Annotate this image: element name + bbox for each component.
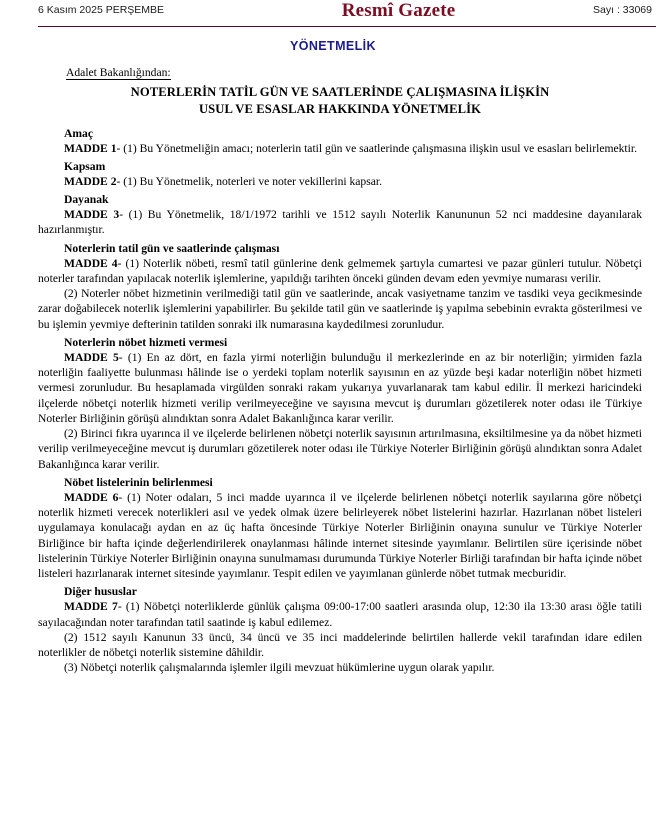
article-text: - (1) Nöbetçi noterliklerde günlük çalışma 09:00-17:00 saatleri arasında olup, 12:30 ila 13:30 arası öğle tatili sayılacağından noter tarafından tatil saatinde iş kabul edilemez. (38, 600, 642, 629)
issuing-authority (66, 65, 642, 80)
masthead-divider (38, 26, 656, 27)
issuing-authority-text: Adalet Bakanlığından: (66, 66, 171, 79)
article-paragraph (38, 141, 642, 156)
article-text: (2) Noterler nöbet hizmetinin verilmediği tatil gün ve saatlerinde, ancak vasiyetname tanzim ve tasdiki veya gecikmesinde zarar doğabilecek noterlik işlemlerini yapabilirler. Bu şekilde tatil gün ve saatlerinde iş yapılma sebebinin evrakta gösterilmesi ve bu işlemin yevmiye defterinin tatilden sonraki ilk numarasına kaydedilmesi zorunludur. (38, 287, 642, 331)
article-text: (3) Nöbetçi noterlik çalışmalarında işlemler ilgili mevzuat hükümlerine uygun olarak yapılır. (64, 661, 495, 675)
document-body (38, 65, 642, 676)
document-title-line-2: USUL VE ESASLAR HAKKINDA YÖNETMELİK (198, 101, 482, 116)
masthead-date: 6 Kasım 2025 PERŞEMBE (38, 4, 165, 16)
article-text: - (1) Bu Yönetmelik, noterleri ve noter vekillerini kapsar. (116, 174, 383, 188)
article-text: - (1) Bu Yönetmeliğin amacı; noterlerin tatil gün ve saatlerinde çalışmasına ilişkin usul ve esasları belirlemektir. (116, 141, 637, 155)
article-number: MADDE 7 (64, 600, 118, 614)
article-text: - (1) Noterlik nöbeti, resmî tatil günlerine denk gelmemek şartıyla cumartesi ve pazar günleri tutulur. Nöbetçi noterler tarafından yapılacak noterlik işlemlerine, yapıldığı tarihten önceki günden devam eden yevmiye numarası verilir. (38, 256, 642, 285)
section-heading: Noterlerin nöbet hizmeti vermesi (64, 335, 228, 349)
article-paragraph (38, 174, 642, 189)
section-heading: Nöbet listelerinin belirlenmesi (64, 475, 213, 489)
article-number: MADDE 4 (64, 256, 118, 270)
article-text: (2) Birinci fıkra uyarınca il ve ilçelerde belirlenen nöbetçi noterlik sayısının artırılmasına, eksiltilmesine ya da nöbet hizmeti verilip verilmeyeceğine mevcut iş durumları gözetilerek noter odası ile Türkiye Noterler Birliğinin görüşü alındıktan sonra Adalet Bakanlığınca karar verilir. (38, 427, 642, 471)
article-text: - (1) Bu Yönetmelik, 18/1/1972 tarihli ve 1512 sayılı Noterlik Kanununun 52 nci maddesine dayanılarak hazırlanmıştır. (38, 208, 642, 237)
section-heading: Noterlerin tatil gün ve saatlerinde çalışması (64, 241, 280, 255)
title-spacer (38, 118, 642, 123)
article-text: - (1) Noter odaları, 5 inci madde uyarınca il ve ilçelerde belirlenen nöbetçi noterlik sayılarına göre nöbetçi noterlik hizmeti verecek noterlikleri asıl ve yedek olmak üzere belirleyerek nöbet listelerini hazırlar. Hazırlanan nöbet listeleri uygulamaya konulacağı aydan en az üç hafta öncesinde Türkiye Noterler Birliğinin onayına sunulur ve Türkiye Noterler Birliğince bir hafta içinde değerlendirilerek onaylanması hâlinde internet sitesinde yayımlanır. Belirtilen süre içerisinde nöbet listelerinin Türkiye Noterler Birliğinin onayına sunulmaması durumunda Türkiye Noterler Birliği tarafından bir hafta içinde nöbet listeleri hazırlanarak internet sitesinde yayımlanır. Tespit edilen ve yayımlanan günlerde nöbet tutmak mecburidir. (38, 490, 642, 581)
section-heading: Diğer hususlar (64, 585, 137, 599)
section-heading: Amaç (64, 126, 93, 140)
article-text: - (1) En az dört, en fazla yirmi noterliğin bulunduğu il merkezlerinde en az bir noterliğin; yirmiden fazla noterliğin faaliyette bulunması hâlinde ise o yerdeki toplam noterlik sayısının en az yüzde beşi kadar noterliğin nöbet hizmeti vermesi zorunludur. Bu hesaplamada virgülden sonraki rakam yukarıya yuvarlanarak tam kabul edilir. İl merkezi haricindeki ilçelerde nöbetçi noterlik hizmeti verilip verilmeyeceğine ve sayısına mevcut iş durumları gözetilerek noter odası ile Türkiye Noterler Birliğinin görüşü alındıktan sonra Adalet Bakanlığınca karar verilir. (38, 350, 643, 425)
article-number: MADDE 5 (64, 350, 119, 364)
masthead-issue-number: Sayı : 33069 (593, 4, 652, 16)
article-paragraph (38, 660, 642, 675)
document-title-line-1: NOTERLERİN TATİL GÜN VE SAATLERİNDE ÇALIŞMASINA İLİŞKİN (130, 85, 550, 100)
article-paragraph (38, 256, 642, 286)
article-paragraph (38, 599, 642, 629)
masthead-title: Resmî Gazete (341, 0, 456, 21)
article-paragraph (38, 630, 642, 660)
article-number: MADDE 1 (64, 141, 117, 155)
document-title (38, 84, 642, 117)
masthead (38, 0, 654, 26)
article-number: MADDE 2 (64, 174, 117, 188)
article-paragraph (38, 490, 642, 581)
section-label: YÖNETMELİK (290, 39, 376, 53)
article-paragraph (38, 350, 642, 426)
sections-container (38, 126, 642, 676)
article-paragraph (38, 426, 642, 472)
article-paragraph (38, 207, 642, 237)
article-paragraph (38, 286, 642, 332)
section-heading: Kapsam (64, 159, 106, 173)
article-number: MADDE 6 (64, 490, 119, 504)
section-heading: Dayanak (64, 193, 109, 207)
article-text: (2) 1512 sayılı Kanunun 33 üncü, 34 üncü ve 35 inci maddelerinde belirtilen hallerde vekil tarafından idare edilen noterlikler de nöbetçi noterlik sistemine dâhildir. (38, 630, 642, 660)
article-number: MADDE 3 (64, 208, 120, 222)
